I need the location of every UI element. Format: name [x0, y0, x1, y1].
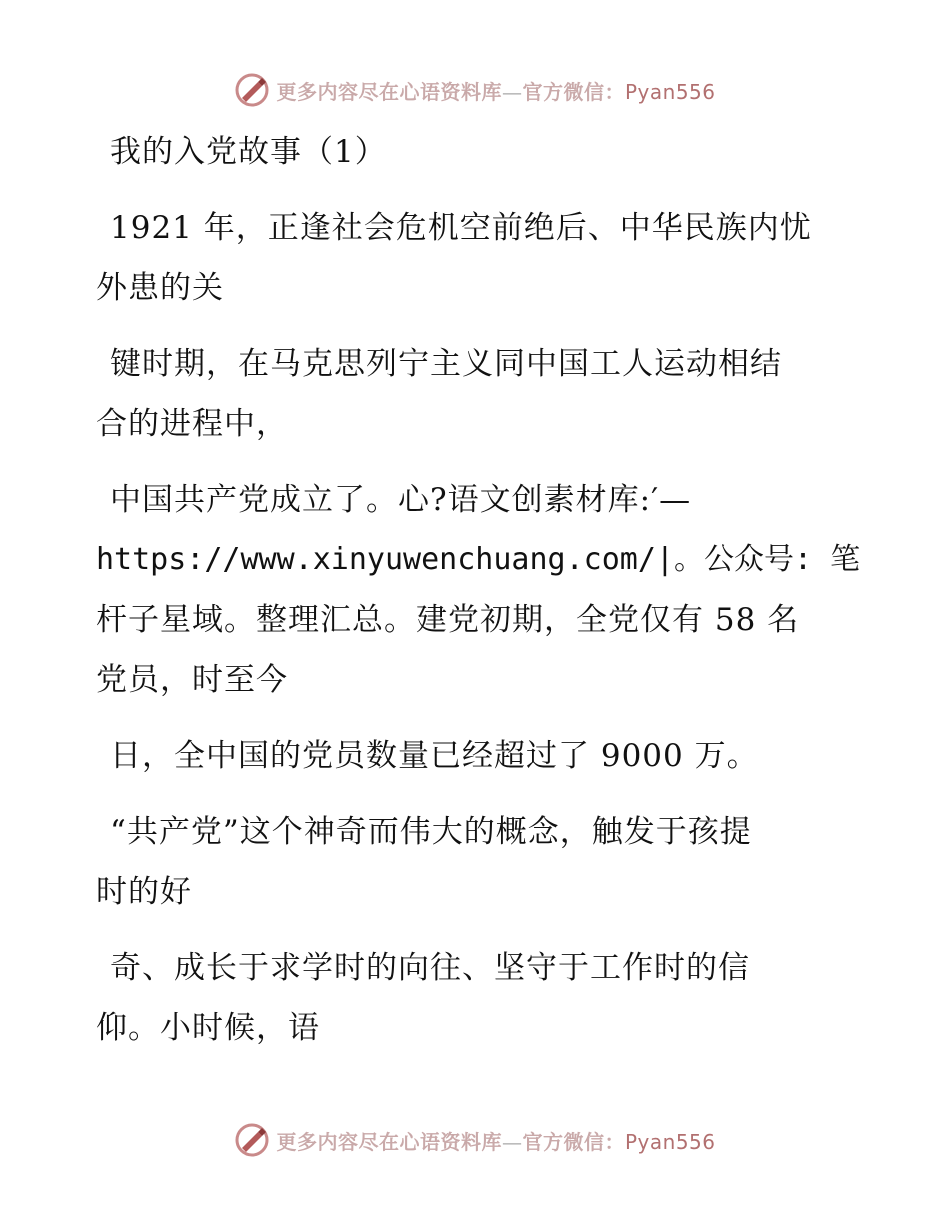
footer-banner [0, 1120, 950, 1160]
banner-brand: 更多内容尽在心语资料库 [276, 1129, 502, 1154]
pen-logo-icon [234, 72, 270, 108]
paragraph-line: 键时期，在马克思列宁主义同中国工人运动相结 [110, 346, 782, 382]
paragraph-line: 党员，时至今 [96, 662, 288, 698]
banner-separator: — [501, 1129, 523, 1154]
paragraph-line: 仰。小时候，语 [96, 1010, 320, 1046]
banner-contact-label: 官方微信： [522, 79, 625, 104]
pen-logo-icon [234, 1122, 270, 1158]
banner-text [276, 76, 715, 105]
paragraph-line: 1921 年，正逢社会危机空前绝后、中华民族内忧 [110, 210, 812, 246]
paragraph-line: 时的好 [96, 874, 192, 910]
banner-text [276, 1126, 715, 1155]
paragraph-line: 中国共产党成立了。心?语文创素材库:′— [110, 482, 692, 518]
document-title: 我的入党故事（1） [110, 134, 387, 170]
banner-contact-id: Pyan556 [624, 79, 716, 104]
paragraph-line: 外患的关 [96, 270, 224, 306]
paragraph-line: 合的进程中， [96, 406, 288, 442]
banner-contact-id: Pyan556 [624, 1129, 716, 1154]
banner-separator: — [501, 79, 523, 104]
banner-contact-label: 官方微信： [522, 1129, 625, 1154]
header-banner [0, 70, 950, 110]
document-body [96, 122, 861, 1058]
banner-brand: 更多内容尽在心语资料库 [276, 79, 502, 104]
paragraph-line: 杆子星域。整理汇总。建党初期，全党仅有 58 名 [96, 602, 800, 638]
paragraph-line: 奇、成长于求学时的向往、坚守于工作时的信 [110, 950, 750, 986]
paragraph-line: https://www.xinyuwenchuang.com/|。公众号: 笔 [96, 542, 861, 577]
paragraph-line: 日，全中国的党员数量已经超过了 9000 万。 [110, 738, 759, 774]
paragraph-line: “共产党”这个神奇而伟大的概念，触发于孩提 [110, 814, 752, 850]
